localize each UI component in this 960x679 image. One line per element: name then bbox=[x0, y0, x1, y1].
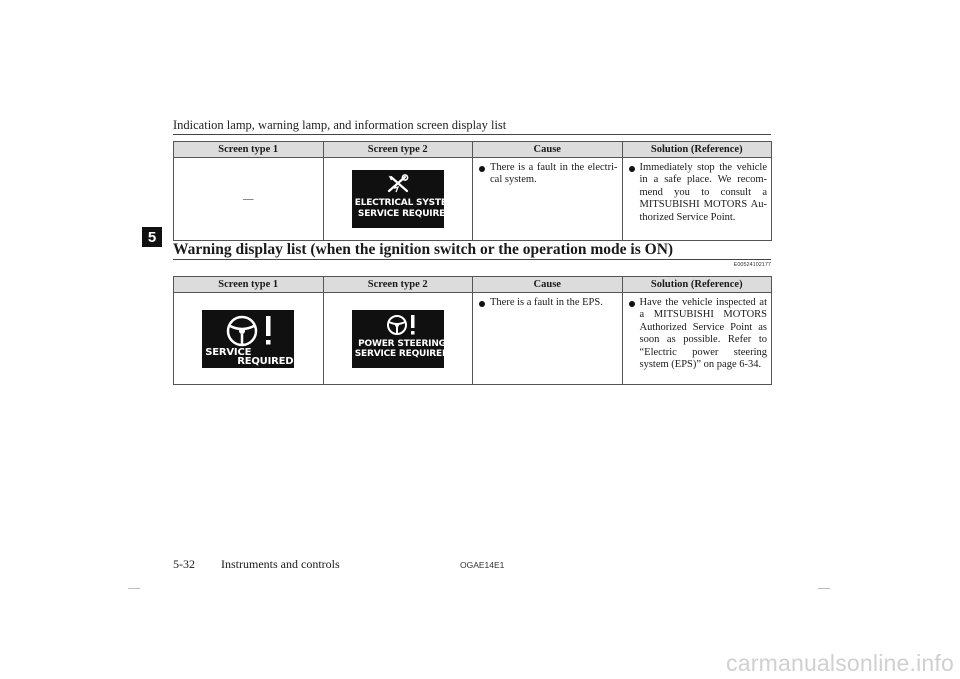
steering-wheel-warning-icon bbox=[218, 313, 278, 349]
col-solution: Solution (Reference) bbox=[622, 142, 772, 158]
electrical-system-message: ELECTRICAL SYSTEM SERVICE REQUIRED bbox=[354, 198, 456, 219]
col-screen-type-2: Screen type 2 bbox=[323, 142, 473, 158]
service-required-screen bbox=[202, 310, 294, 368]
table-row bbox=[174, 293, 772, 385]
service-line-1: SERVICE bbox=[205, 346, 252, 358]
page-header-title: Indication lamp, warning lamp, and information screen display list bbox=[173, 118, 507, 132]
section-rule bbox=[173, 259, 771, 260]
service-line-2: REQUIRED bbox=[237, 355, 294, 367]
col-screen-type-1: Screen type 1 bbox=[174, 142, 324, 158]
crop-mark bbox=[818, 588, 830, 589]
bullet-icon bbox=[479, 301, 485, 307]
footer-doc-code: OGAE14E1 bbox=[460, 560, 505, 570]
watermark: carmanualsonline.info bbox=[726, 650, 954, 676]
table-electrical-system bbox=[173, 141, 772, 241]
electrical-wrench-icon bbox=[386, 174, 410, 194]
cause-cell bbox=[473, 158, 623, 241]
col-cause: Cause bbox=[473, 142, 623, 158]
steering-wheel-warning-icon bbox=[384, 313, 420, 337]
solution-text: Immediately stop the vehicle in a safe place. We recom-mend you to consult a MITSUBISHI MOTORS Au-thorized Service Point. bbox=[639, 162, 767, 223]
power-steering-message: POWER STEERING SERVICE REQUIRED bbox=[354, 338, 450, 359]
col-screen-type-1: Screen type 1 bbox=[174, 277, 324, 293]
table-header-row bbox=[174, 142, 772, 158]
crop-mark bbox=[128, 588, 140, 589]
footer-page-number: 5-32 bbox=[173, 557, 195, 571]
cause-cell bbox=[473, 293, 623, 385]
table-row bbox=[174, 158, 772, 241]
screen-type-2-cell bbox=[323, 293, 473, 385]
cause-text: There is a fault in the EPS. bbox=[490, 297, 603, 308]
solution-cell bbox=[622, 293, 772, 385]
section-ref-code: E00524102177 bbox=[733, 262, 771, 268]
col-solution: Solution (Reference) bbox=[622, 277, 772, 293]
col-cause: Cause bbox=[473, 277, 623, 293]
bullet-icon bbox=[629, 301, 635, 307]
solution-text: Have the vehicle inspected at a MITSUBISHI MOTORS Authorized Service Point as soon as possible. Refer to “Electric power steering system (EPS)” on page 6-34. bbox=[639, 297, 767, 371]
table-warning-display bbox=[173, 276, 772, 385]
table-header-row bbox=[174, 277, 772, 293]
solution-cell bbox=[622, 158, 772, 241]
bullet-icon bbox=[479, 166, 485, 172]
power-steering-screen bbox=[352, 310, 450, 368]
cause-text: There is a fault in the electri-cal system. bbox=[490, 162, 618, 186]
bullet-icon bbox=[629, 166, 635, 172]
chapter-tab: 5 bbox=[142, 227, 162, 247]
section-heading: Warning display list (when the ignition switch or the operation mode is ON) bbox=[173, 241, 674, 258]
screen-type-2-cell bbox=[323, 158, 473, 241]
header-rule bbox=[173, 134, 771, 135]
electrical-system-screen bbox=[352, 170, 456, 228]
col-screen-type-2: Screen type 2 bbox=[323, 277, 473, 293]
screen-type-1-cell: — bbox=[174, 158, 324, 241]
screen-type-1-cell bbox=[174, 293, 324, 385]
footer-section-title: Instruments and controls bbox=[221, 557, 340, 571]
